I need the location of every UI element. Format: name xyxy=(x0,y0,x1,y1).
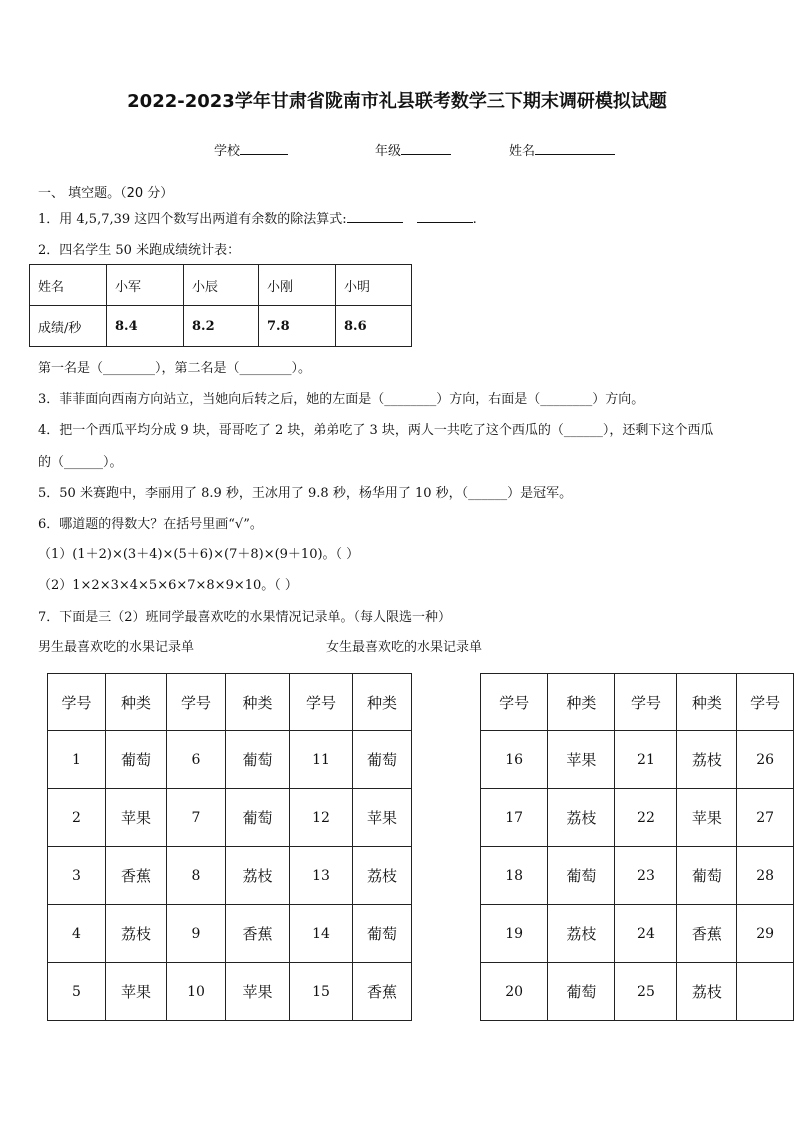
table-cell: 荔枝 xyxy=(106,905,167,963)
table-row xyxy=(481,789,794,847)
table-cell: 20 xyxy=(481,963,548,1021)
question-5: 5．50 米赛跑中，李丽用了 8.9 秒，王冰用了 9.8 秒，杨华用了 10 秒，（______）是冠军。 xyxy=(38,486,573,501)
table-cell: 21 xyxy=(615,731,677,789)
table-row xyxy=(481,731,794,789)
question-1-text: 1．用 4,5,7,39 这四个数写出两道有余数的除法算式: xyxy=(38,212,347,227)
table-cell: 苹果 xyxy=(106,963,167,1021)
table-cell: 14 xyxy=(290,905,353,963)
table-cell: 苹果 xyxy=(677,789,737,847)
table-cell: 小军 xyxy=(107,265,184,306)
question-4-line2: 的（______）。 xyxy=(38,455,123,470)
question-7: 7．下面是三（2）班同学最喜欢吃的水果情况记录单。（每人限选一种） xyxy=(38,610,452,625)
table-cell: 10 xyxy=(167,963,226,1021)
boys-caption: 男生最喜欢吃的水果记录单 xyxy=(38,640,195,655)
table-cell: 葡萄 xyxy=(226,731,290,789)
section-heading: 一、 填空题。（20 分） xyxy=(38,186,174,201)
question-4-line1: 4．把一个西瓜平均分成 9 块，哥哥吃了 2 块，弟弟吃了 3 块，两人一共吃了这个西瓜的（______），还剩下这个西瓜 xyxy=(38,423,714,438)
table-cell: 8 xyxy=(167,847,226,905)
table-header-cell: 种类 xyxy=(548,674,615,731)
question-2: 2．四名学生 50 米跑成绩统计表： xyxy=(38,243,241,258)
table-cell: 荔枝 xyxy=(677,963,737,1021)
score-table xyxy=(29,264,412,347)
table-cell: 29 xyxy=(737,905,794,963)
question-2-answer: 第一名是（________），第二名是（________）。 xyxy=(38,361,312,376)
answer-blank xyxy=(347,210,403,223)
table-cell: 6 xyxy=(167,731,226,789)
table-cell: 葡萄 xyxy=(353,905,412,963)
table-cell: 27 xyxy=(737,789,794,847)
table-row xyxy=(30,265,412,306)
table-cell: 葡萄 xyxy=(106,731,167,789)
table-cell: 17 xyxy=(481,789,548,847)
table-cell: 荔枝 xyxy=(548,905,615,963)
table-cell: 19 xyxy=(481,905,548,963)
table-cell: 姓名 xyxy=(30,265,107,306)
table-header-cell: 种类 xyxy=(226,674,290,731)
table-cell: 8.4 xyxy=(107,306,184,347)
table-cell: 成绩/秒 xyxy=(30,306,107,347)
period: . xyxy=(472,212,477,227)
school-blank xyxy=(240,142,288,155)
table-row xyxy=(481,674,794,731)
table-cell: 7.8 xyxy=(259,306,336,347)
table-cell: 香蕉 xyxy=(353,963,412,1021)
table-row xyxy=(481,905,794,963)
table-cell: 18 xyxy=(481,847,548,905)
table-cell: 28 xyxy=(737,847,794,905)
table-cell: 22 xyxy=(615,789,677,847)
table-cell: 小明 xyxy=(336,265,412,306)
table-cell: 12 xyxy=(290,789,353,847)
table-header-cell: 种类 xyxy=(677,674,737,731)
table-cell: 5 xyxy=(48,963,106,1021)
girls-caption: 女生最喜欢吃的水果记录单 xyxy=(326,640,483,655)
table-header-cell: 种类 xyxy=(353,674,412,731)
boys-fruit-table xyxy=(47,673,412,1021)
table-cell: 苹果 xyxy=(106,789,167,847)
table-cell: 葡萄 xyxy=(548,963,615,1021)
table-row xyxy=(48,963,412,1021)
girls-fruit-table xyxy=(480,673,794,1021)
school-label: 学校 xyxy=(214,144,241,159)
table-cell: 24 xyxy=(615,905,677,963)
table-cell: 8.6 xyxy=(336,306,412,347)
question-3: 3．菲菲面向西南方向站立，当她向后转之后，她的左面是（________）方向，右面是（________）方向。 xyxy=(38,392,645,407)
table-cell: 8.2 xyxy=(184,306,259,347)
table-row xyxy=(48,731,412,789)
table-cell: 香蕉 xyxy=(106,847,167,905)
table-cell: 23 xyxy=(615,847,677,905)
page-title: 2022-2023学年甘肃省陇南市礼县联考数学三下期末调研模拟试题 xyxy=(127,91,667,112)
table-row xyxy=(48,789,412,847)
table-cell xyxy=(737,963,794,1021)
table-cell: 小辰 xyxy=(184,265,259,306)
table-row xyxy=(30,306,412,347)
table-cell: 苹果 xyxy=(548,731,615,789)
table-cell: 3 xyxy=(48,847,106,905)
table-cell: 荔枝 xyxy=(353,847,412,905)
table-cell: 荔枝 xyxy=(226,847,290,905)
table-cell: 香蕉 xyxy=(677,905,737,963)
question-6-part2: （2）1×2×3×4×5×6×7×8×9×10。（ ） xyxy=(38,578,298,593)
table-cell: 9 xyxy=(167,905,226,963)
name-label: 姓名 xyxy=(509,144,536,159)
table-cell: 4 xyxy=(48,905,106,963)
table-cell: 荔枝 xyxy=(677,731,737,789)
name-blank xyxy=(535,142,615,155)
table-row xyxy=(48,905,412,963)
table-cell: 15 xyxy=(290,963,353,1021)
table-cell: 25 xyxy=(615,963,677,1021)
table-cell: 苹果 xyxy=(226,963,290,1021)
grade-blank xyxy=(401,142,451,155)
table-cell: 葡萄 xyxy=(353,731,412,789)
table-cell: 葡萄 xyxy=(226,789,290,847)
table-row xyxy=(481,847,794,905)
table-cell: 香蕉 xyxy=(226,905,290,963)
question-1 xyxy=(38,208,477,227)
table-cell: 11 xyxy=(290,731,353,789)
table-header-cell: 学号 xyxy=(48,674,106,731)
table-cell: 葡萄 xyxy=(548,847,615,905)
table-cell: 7 xyxy=(167,789,226,847)
table-header-cell: 学号 xyxy=(290,674,353,731)
grade-label: 年级 xyxy=(375,144,402,159)
table-header-cell: 学号 xyxy=(167,674,226,731)
school-field xyxy=(214,140,288,159)
table-cell: 16 xyxy=(481,731,548,789)
table-header-cell: 学号 xyxy=(481,674,548,731)
table-cell: 苹果 xyxy=(353,789,412,847)
name-field xyxy=(509,140,615,159)
table-row xyxy=(48,847,412,905)
table-row xyxy=(48,674,412,731)
table-cell: 1 xyxy=(48,731,106,789)
table-header-cell: 种类 xyxy=(106,674,167,731)
question-6: 6．哪道题的得数大？在括号里画“√”。 xyxy=(38,517,263,532)
table-cell: 26 xyxy=(737,731,794,789)
table-row xyxy=(481,963,794,1021)
answer-blank xyxy=(417,210,473,223)
table-cell: 小刚 xyxy=(259,265,336,306)
table-header-cell: 学号 xyxy=(615,674,677,731)
table-cell: 2 xyxy=(48,789,106,847)
question-6-part1: （1）(1＋2)×(3＋4)×(5＋6)×(7＋8)×(9＋10)。（ ） xyxy=(38,547,360,562)
grade-field xyxy=(375,140,451,159)
table-header-cell: 学号 xyxy=(737,674,794,731)
table-cell: 荔枝 xyxy=(548,789,615,847)
table-cell: 13 xyxy=(290,847,353,905)
table-cell: 葡萄 xyxy=(677,847,737,905)
